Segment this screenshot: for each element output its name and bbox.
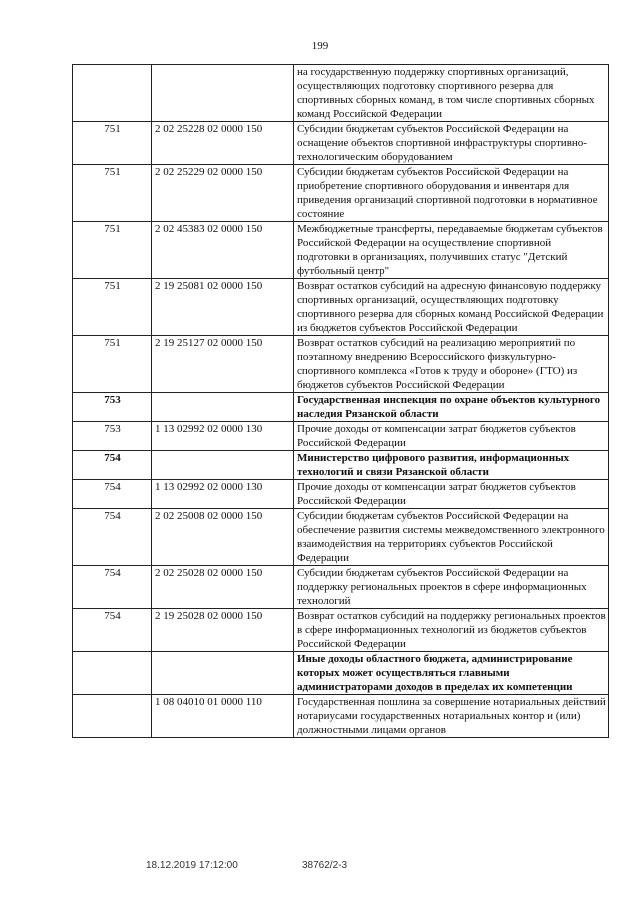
admin-code-cell	[73, 695, 152, 738]
revenue-name-cell: Возврат остатков субсидий на адресную финансовую поддержку спортивных организаций, осуществляющих подготовку спортивного резерва для сборных команд Российской Федерации из бюджетов субъектов Российской Федерации	[294, 279, 609, 336]
admin-code-cell: 754	[73, 566, 152, 609]
revenue-code-cell	[152, 451, 294, 480]
table-row	[73, 393, 609, 422]
admin-code-cell: 754	[73, 480, 152, 509]
table-row	[73, 422, 609, 451]
revenue-name-cell: Государственная пошлина за совершение нотариальных действий нотариусами государственных нотариальных контор и (или) должностными лицами органов	[294, 695, 609, 738]
revenue-name-cell: Возврат остатков субсидий на реализацию мероприятий по поэтапному внедрению Всероссийского физкультурно-спортивного комплекса «Готов к труду и обороне» (ГТО) из бюджетов субъектов Российской Федерации	[294, 336, 609, 393]
revenue-code-cell: 2 02 25229 02 0000 150	[152, 165, 294, 222]
revenue-name-cell: Субсидии бюджетам субъектов Российской Федерации на оснащение объектов спортивной инфраструктуры спортивно-технологическим оборудованием	[294, 122, 609, 165]
revenue-code-cell	[152, 65, 294, 122]
table-row	[73, 652, 609, 695]
table-row	[73, 695, 609, 738]
admin-code-cell	[73, 65, 152, 122]
admin-code-cell: 751	[73, 222, 152, 279]
revenue-table	[72, 64, 609, 738]
revenue-name-cell: Государственная инспекция по охране объектов культурного наследия Рязанской области	[294, 393, 609, 422]
footer-doc-number: 38762/2-3	[302, 860, 348, 871]
revenue-name-cell: Министерство цифрового развития, информационных технологий и связи Рязанской области	[294, 451, 609, 480]
table-row	[73, 222, 609, 279]
table-row	[73, 122, 609, 165]
page-number: 199	[311, 40, 329, 52]
revenue-name-cell: Прочие доходы от компенсации затрат бюджетов субъектов Российской Федерации	[294, 480, 609, 509]
revenue-code-cell: 2 19 25127 02 0000 150	[152, 336, 294, 393]
revenue-name-cell: на государственную поддержку спортивных организаций, осуществляющих подготовку спортивного резерва для спортивных сборных команд, в том числе спортивных сборных команд Российской Федерации	[294, 65, 609, 122]
revenue-name-cell: Субсидии бюджетам субъектов Российской Федерации на обеспечение развития системы межведомственного электронного взаимодействия на территориях субъектов Российской Федерации	[294, 509, 609, 566]
admin-code-cell: 751	[73, 279, 152, 336]
table-row	[73, 336, 609, 393]
revenue-name-cell: Возврат остатков субсидий на поддержку региональных проектов в сфере информационных технологий из бюджетов субъектов Российской Федерации	[294, 609, 609, 652]
revenue-code-cell: 2 02 25228 02 0000 150	[152, 122, 294, 165]
table-row	[73, 165, 609, 222]
table-row	[73, 509, 609, 566]
table-row	[73, 609, 609, 652]
admin-code-cell	[73, 652, 152, 695]
revenue-code-cell: 2 02 45383 02 0000 150	[152, 222, 294, 279]
revenue-name-cell: Иные доходы областного бюджета, администрирование которых может осуществляться главными администраторами доходов в пределах их компетенции	[294, 652, 609, 695]
footer-timestamp: 18.12.2019 17:12:00	[146, 860, 238, 871]
admin-code-cell: 754	[73, 609, 152, 652]
table-row	[73, 566, 609, 609]
admin-code-cell: 751	[73, 165, 152, 222]
revenue-code-cell: 1 13 02992 02 0000 130	[152, 422, 294, 451]
revenue-code-cell	[152, 393, 294, 422]
table-row	[73, 279, 609, 336]
table-row	[73, 480, 609, 509]
revenue-name-cell: Прочие доходы от компенсации затрат бюджетов субъектов Российской Федерации	[294, 422, 609, 451]
revenue-name-cell: Субсидии бюджетам субъектов Российской Федерации на поддержку региональных проектов в сфере информационных технологий	[294, 566, 609, 609]
table-body	[73, 65, 609, 738]
table-row	[73, 451, 609, 480]
admin-code-cell: 751	[73, 336, 152, 393]
revenue-code-cell	[152, 652, 294, 695]
revenue-code-cell: 2 02 25028 02 0000 150	[152, 566, 294, 609]
table-row	[73, 65, 609, 122]
revenue-name-cell: Субсидии бюджетам субъектов Российской Федерации на приобретение спортивного оборудования и инвентаря для приведения организаций спортивной подготовки в нормативное состояние	[294, 165, 609, 222]
revenue-code-cell: 2 19 25081 02 0000 150	[152, 279, 294, 336]
admin-code-cell: 753	[73, 393, 152, 422]
admin-code-cell: 751	[73, 122, 152, 165]
revenue-code-cell: 1 08 04010 01 0000 110	[152, 695, 294, 738]
revenue-code-cell: 2 19 25028 02 0000 150	[152, 609, 294, 652]
revenue-code-cell: 2 02 25008 02 0000 150	[152, 509, 294, 566]
revenue-code-cell: 1 13 02992 02 0000 130	[152, 480, 294, 509]
revenue-name-cell: Межбюджетные трансферты, передаваемые бюджетам субъектов Российской Федерации на осуществление спортивной подготовки в организациях, получивших статус "Детский футбольный центр"	[294, 222, 609, 279]
admin-code-cell: 754	[73, 451, 152, 480]
admin-code-cell: 753	[73, 422, 152, 451]
admin-code-cell: 754	[73, 509, 152, 566]
